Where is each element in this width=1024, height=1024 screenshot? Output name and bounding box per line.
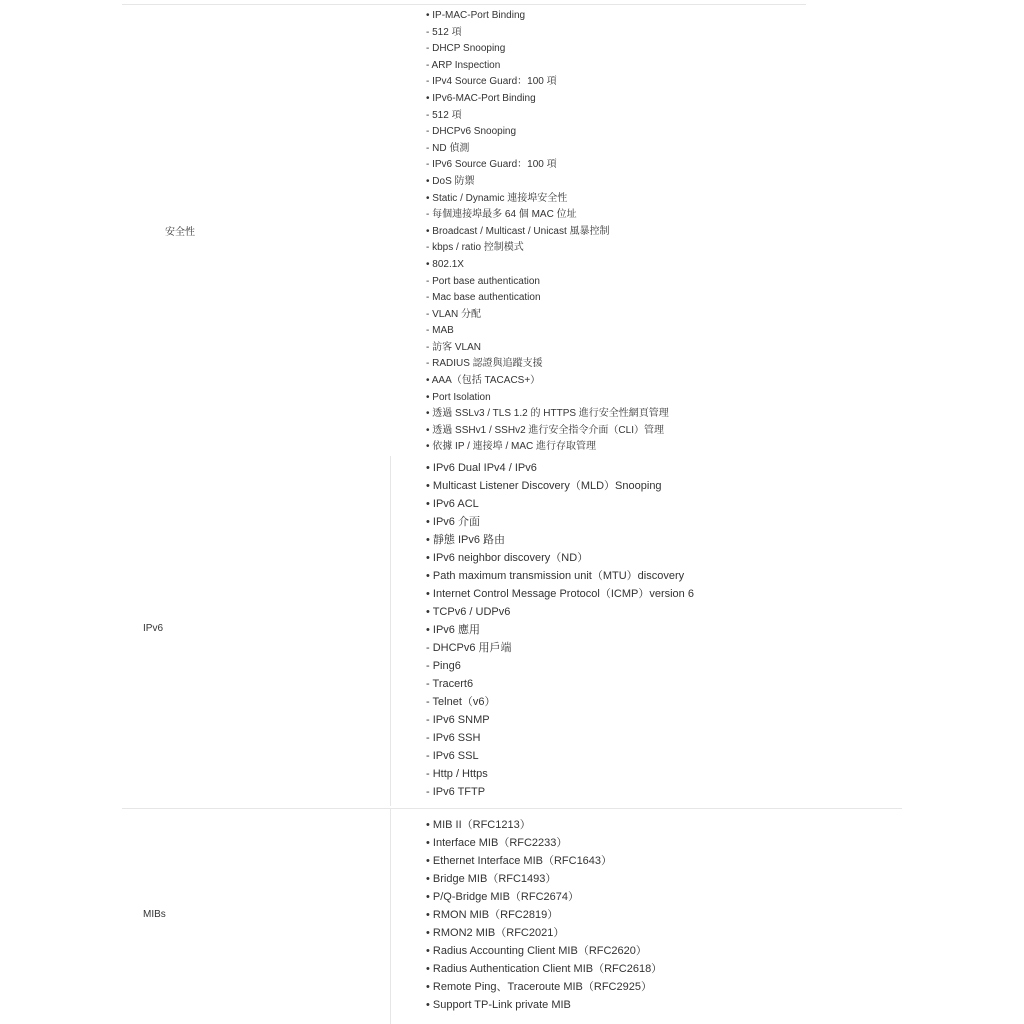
column-divider <box>390 456 391 806</box>
column-divider <box>390 809 391 1024</box>
list-item: - ARP Inspection <box>426 59 501 71</box>
list-item: - VLAN 分配 <box>426 308 482 320</box>
list-item: • Internet Control Message Protocol（ICMP）version 6 <box>426 588 694 600</box>
list-item: - 512 項 <box>426 26 462 38</box>
list-item: - DHCPv6 用戶端 <box>426 642 512 654</box>
list-item: • 透過 SSHv1 / SSHv2 進行安全指令介面（CLI）管理 <box>426 424 664 436</box>
row-divider <box>122 808 902 809</box>
list-item: • 透過 SSLv3 / TLS 1.2 的 HTTPS 進行安全性網頁管理 <box>426 408 669 420</box>
list-item: - Port base authentication <box>426 275 540 287</box>
list-item: • IPv6 ACL <box>426 498 479 510</box>
list-item: - IPv6 SSH <box>426 732 481 744</box>
list-item: - Tracert6 <box>426 678 474 690</box>
list-item: • Path maximum transmission unit（MTU）discovery <box>426 570 685 582</box>
list-item: - IPv6 SSL <box>426 750 479 762</box>
list-item: • IPv6 介面 <box>426 516 480 528</box>
list-item: - RADIUS 認證與追蹤支援 <box>426 358 543 370</box>
list-item: • Static / Dynamic 連接埠安全性 <box>426 192 568 204</box>
list-item: • Interface MIB（RFC2233） <box>426 837 568 849</box>
list-item: • Radius Authentication Client MIB（RFC2618） <box>426 963 663 975</box>
list-item: - IPv4 Source Guard：100 項 <box>426 76 557 88</box>
list-item: • Port Isolation <box>426 391 491 403</box>
list-item: • 依據 IP / 連接埠 / MAC 進行存取管理 <box>426 441 596 453</box>
list-item: • DoS 防禦 <box>426 175 475 187</box>
row-label-security: 安全性 <box>165 227 195 238</box>
list-item: • Bridge MIB（RFC1493） <box>426 873 557 885</box>
list-item: - DHCP Snooping <box>426 43 506 55</box>
list-item: - MAB <box>426 325 454 337</box>
list-item: • IPv6 Dual IPv4 / IPv6 <box>426 462 537 474</box>
list-item: • IP-MAC-Port Binding <box>426 10 526 21</box>
list-item: • 802.1X <box>426 258 464 270</box>
list-item: • Radius Accounting Client MIB（RFC2620） <box>426 945 647 957</box>
list-item: • Broadcast / Multicast / Unicast 風暴控制 <box>426 225 610 237</box>
list-item: • AAA（包括 TACACS+） <box>426 375 541 387</box>
list-item: • Remote Ping、Traceroute MIB（RFC2925） <box>426 981 652 993</box>
list-item: - DHCPv6 Snooping <box>426 126 517 138</box>
list-item: - Http / Https <box>426 768 488 780</box>
list-item: - 512 項 <box>426 109 462 121</box>
list-item: • 靜態 IPv6 路由 <box>426 534 506 546</box>
list-item: • MIB II（RFC1213） <box>426 819 531 831</box>
list-item: • IPv6 應用 <box>426 624 480 636</box>
table-top-border <box>122 4 806 5</box>
list-item: - Ping6 <box>426 660 461 672</box>
list-item: - ND 偵測 <box>426 142 470 154</box>
list-item: • Support TP-Link private MIB <box>426 999 571 1011</box>
row-label-ipv6: IPv6 <box>143 623 164 634</box>
list-item: - 每個連接埠最多 64 個 MAC 位址 <box>426 209 577 221</box>
list-item: - IPv6 TFTP <box>426 786 486 798</box>
list-item: - 訪客 VLAN <box>426 341 482 353</box>
mibs-feature-list <box>426 816 662 1014</box>
list-item: • Multicast Listener Discovery（MLD）Snooping <box>426 480 662 492</box>
list-item: • TCPv6 / UDPv6 <box>426 606 511 618</box>
list-item: • IPv6 neighbor discovery（ND） <box>426 552 589 564</box>
list-item: • RMON2 MIB（RFC2021） <box>426 927 565 939</box>
list-item: - IPv6 SNMP <box>426 714 490 726</box>
list-item: - kbps / ratio 控制模式 <box>426 242 524 254</box>
list-item: • RMON MIB（RFC2819） <box>426 909 559 921</box>
list-item: - IPv6 Source Guard：100 項 <box>426 159 557 171</box>
security-feature-list <box>426 8 669 456</box>
list-item: • Ethernet Interface MIB（RFC1643） <box>426 855 613 867</box>
list-item: - Mac base authentication <box>426 292 541 304</box>
ipv6-feature-list <box>426 459 694 801</box>
list-item: - Telnet（v6） <box>426 696 496 708</box>
row-label-mibs: MIBs <box>143 909 166 920</box>
list-item: • P/Q-Bridge MIB（RFC2674） <box>426 891 580 903</box>
list-item: • IPv6-MAC-Port Binding <box>426 92 536 104</box>
